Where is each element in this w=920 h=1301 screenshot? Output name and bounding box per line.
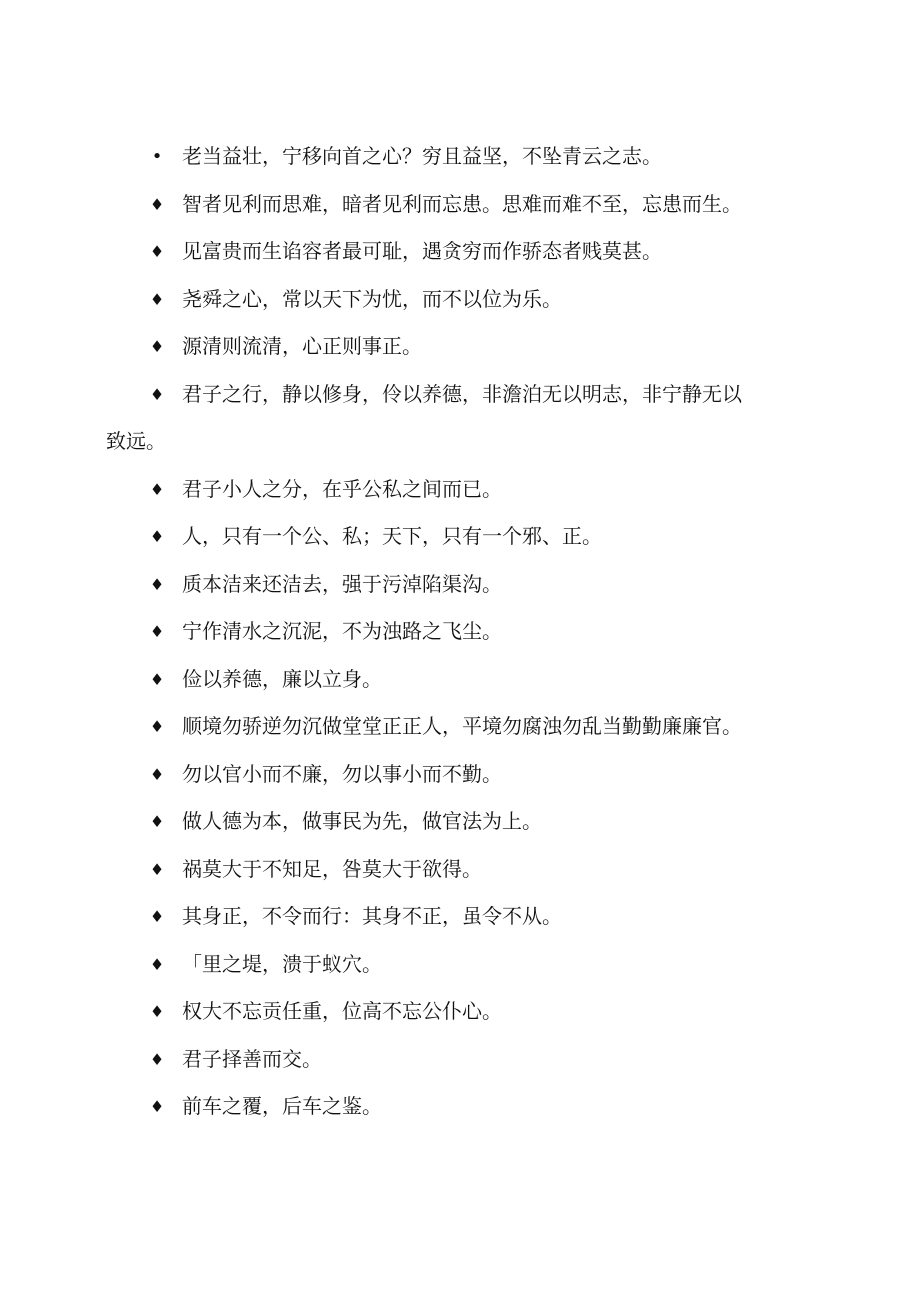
quote-text: 权大不忘贡任重，位高不忘公仆心。 xyxy=(182,999,502,1023)
list-item xyxy=(0,181,920,229)
quote-text-continuation: 致远。 xyxy=(106,429,166,453)
bullet-diamond-icon: ♦ xyxy=(149,907,165,926)
bullet-diamond-icon: ♦ xyxy=(149,242,165,261)
list-item xyxy=(0,276,920,324)
bullet-diamond-icon: ♦ xyxy=(149,717,165,736)
list-item xyxy=(0,466,920,514)
list-item xyxy=(0,703,920,751)
bullet-diamond-icon: ♦ xyxy=(149,1002,165,1021)
list-item xyxy=(0,608,920,656)
quote-text: 前车之覆，后车之鉴。 xyxy=(182,1094,382,1118)
quote-text: 做人德为本，做事民为先，做官法为上。 xyxy=(182,809,542,833)
bullet-diamond-icon: ♦ xyxy=(149,384,165,404)
bullet-diamond-icon: ♦ xyxy=(149,812,165,831)
bullet-diamond-icon: ♦ xyxy=(149,1049,165,1069)
bullet-diamond-icon: ♦ xyxy=(149,194,165,214)
bullet-diamond-icon: ♦ xyxy=(149,859,165,879)
quote-text: 其身正，不令而行：其身不正，虽令不从。 xyxy=(182,904,562,928)
bullet-diamond-icon: ♦ xyxy=(149,669,165,689)
list-item xyxy=(0,893,920,941)
bullet-diamond-icon: ♦ xyxy=(149,574,165,594)
list-item xyxy=(0,513,920,561)
bullet-diamond-icon: ♦ xyxy=(149,289,165,309)
list-item xyxy=(0,941,920,989)
quote-text: 君子之行，静以修身，伶以养德，非澹泊无以明志，非宁静无以 xyxy=(182,381,742,406)
list-item xyxy=(0,751,920,799)
bullet-diamond-icon: ♦ xyxy=(149,1097,165,1116)
list-item xyxy=(0,656,920,704)
quote-text: 尧舜之心，常以天下为忧，而不以位为乐。 xyxy=(182,286,562,311)
quote-text: 君子择善而交。 xyxy=(182,1046,322,1071)
quote-text: 智者见利而思难，暗者见利而忘患。思难而难不至，忘患而生。 xyxy=(182,191,742,216)
quote-text: 顺境勿骄逆勿沉做堂堂正正人，平境勿腐浊勿乱当勤勤廉廉官。 xyxy=(182,714,742,738)
quote-text: 君子小人之分，在乎公私之间而已。 xyxy=(182,476,502,501)
list-item xyxy=(0,798,920,846)
list-item xyxy=(0,323,920,371)
list-item xyxy=(0,371,920,466)
list-item xyxy=(0,846,920,894)
quote-list xyxy=(0,133,920,1131)
list-item xyxy=(0,133,920,181)
quote-text: 老当益壮，宁移向首之心？穷且益坚，不坠青云之志。 xyxy=(182,144,662,168)
list-item xyxy=(0,988,920,1036)
bullet-diamond-icon: ♦ xyxy=(149,479,165,499)
list-item xyxy=(0,228,920,276)
quote-text: 人，只有一个公、私；天下，只有一个邪、正。 xyxy=(182,524,602,548)
quote-text: 源清则流清，心正则事正。 xyxy=(182,334,422,358)
list-item xyxy=(0,561,920,609)
quote-text: 见富贵而生谄容者最可耻，遇贪穷而作骄态者贱莫甚。 xyxy=(182,239,662,263)
bullet-diamond-icon: ♦ xyxy=(149,622,165,641)
list-item xyxy=(0,1036,920,1084)
bullet-dot-icon: • xyxy=(151,146,163,167)
quote-text: 祸莫大于不知足，咎莫大于欲得。 xyxy=(182,856,482,881)
bullet-diamond-icon: ♦ xyxy=(149,527,165,546)
quote-text: 「里之堤，溃于蚁穴。 xyxy=(182,951,382,976)
quote-text: 质本洁来还洁去，强于污淖陷渠沟。 xyxy=(182,571,502,596)
bullet-diamond-icon: ♦ xyxy=(149,954,165,974)
quote-text: 勿以官小而不廉，勿以事小而不勤。 xyxy=(182,761,502,786)
bullet-diamond-icon: ♦ xyxy=(149,764,165,784)
bullet-diamond-icon: ♦ xyxy=(149,337,165,356)
quote-text: 宁作清水之沉泥，不为浊路之飞尘。 xyxy=(182,619,502,643)
quote-text: 俭以养德，廉以立身。 xyxy=(182,666,382,691)
list-item xyxy=(0,1083,920,1131)
